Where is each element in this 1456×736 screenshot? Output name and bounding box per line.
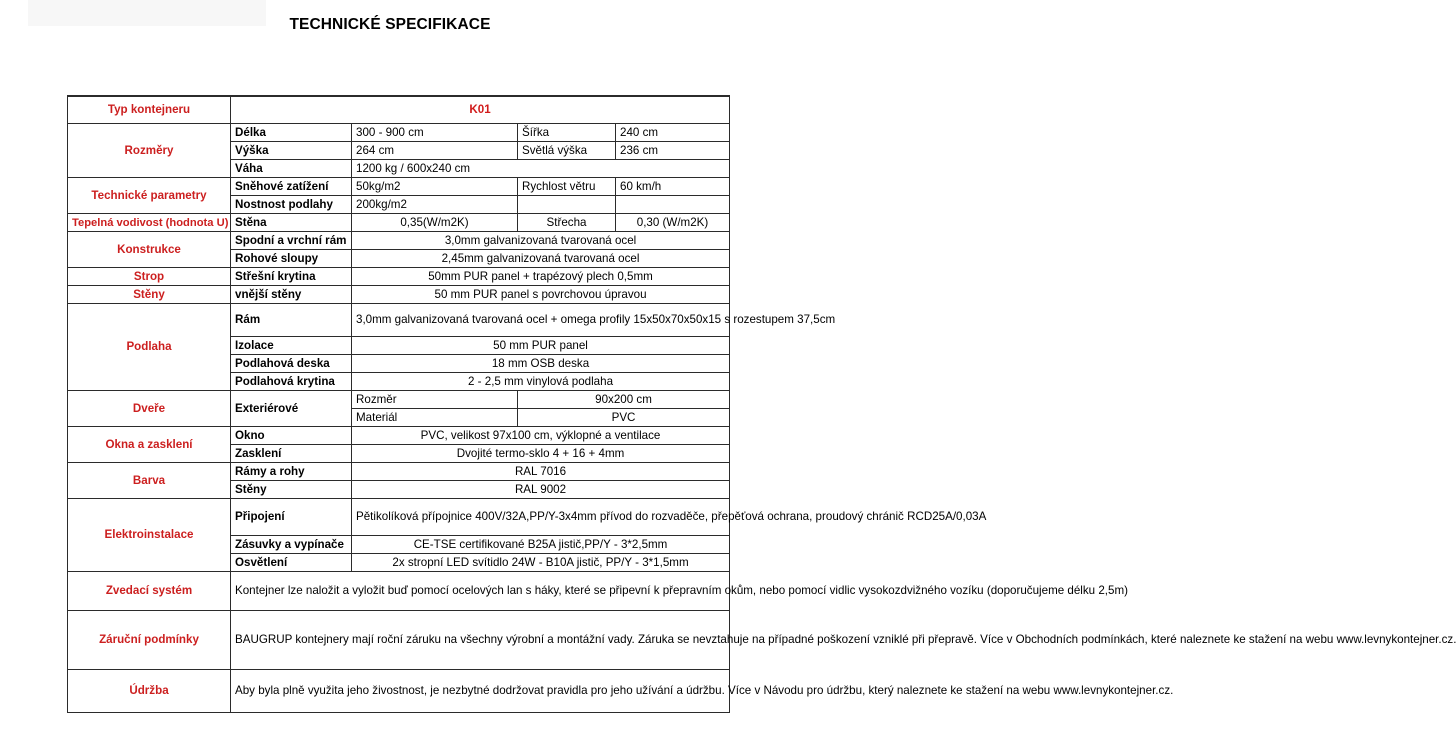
row-value: CE-TSE certifikované B25A jistič,PP/Y - 3*2,5mm	[352, 536, 730, 554]
row-value: 18 mm OSB deska	[352, 355, 730, 373]
row-value: 2,45mm galvanizovaná tvarovaná ocel	[352, 250, 730, 268]
row-label: Okno	[231, 427, 352, 445]
category-okna: Okna a zasklení	[68, 427, 231, 463]
table-row	[68, 463, 730, 481]
row-label: Rohové sloupy	[231, 250, 352, 268]
row-label: Váha	[231, 160, 352, 178]
row-value: 240 cm	[616, 124, 730, 142]
row-label: Výška	[231, 142, 352, 160]
category-zvedaci: Zvedací systém	[68, 572, 231, 611]
row-value: 264 cm	[352, 142, 518, 160]
table-row	[68, 232, 730, 250]
row-value: 300 - 900 cm	[352, 124, 518, 142]
row-value: 50mm PUR panel + trapézový plech 0,5mm	[352, 268, 730, 286]
row-value: BAUGRUP kontejnery mají roční záruku na všechny výrobní a montážní vady. Záruka se nevztahuje na případné poškození vzniklé při přepravě. Více v Obchodních podmínkách, které naleznete ke stažení na webu www.levnykontejner.cz.	[231, 611, 730, 670]
row-label: Rozměr	[352, 391, 518, 409]
row-value: 3,0mm galvanizovaná tvarovaná ocel	[352, 232, 730, 250]
row-label: Rychlost větru	[518, 178, 616, 196]
category-dvere: Dveře	[68, 391, 231, 427]
row-value: PVC	[518, 409, 730, 427]
row-label: Zasklení	[231, 445, 352, 463]
category-elektro: Elektroinstalace	[68, 499, 231, 572]
row-value: 3,0mm galvanizovaná tvarovaná ocel + omega profily 15x50x70x50x15 s rozestupem 37,5cm	[352, 304, 730, 337]
table-row	[68, 286, 730, 304]
category-rozmery: Rozměry	[68, 124, 231, 178]
row-label: Stěna	[231, 214, 352, 232]
table-row	[68, 670, 730, 713]
row-value: 50 mm PUR panel s povrchovou úpravou	[352, 286, 730, 304]
row-value: Pětikolíková přípojnice 400V/32A,PP/Y-3x4mm přívod do rozvaděče, přepěťová ochrana, proudový chránič RCD25A/0,03A	[352, 499, 730, 536]
row-label: Střecha	[518, 214, 616, 232]
category-steny: Stěny	[68, 286, 231, 304]
row-value: Dvojité termo-sklo 4 + 16 + 4mm	[352, 445, 730, 463]
empty-cell	[518, 196, 616, 214]
row-value: 50kg/m2	[352, 178, 518, 196]
row-value: 60 km/h	[616, 178, 730, 196]
row-label: Rám	[231, 304, 352, 337]
row-label: Stěny	[231, 481, 352, 499]
row-value: 1200 kg / 600x240 cm	[352, 160, 730, 178]
table-row	[68, 572, 730, 611]
row-label: Zásuvky a vypínače	[231, 536, 352, 554]
category-technicke: Technické parametry	[68, 178, 231, 214]
row-label: vnější stěny	[231, 286, 352, 304]
row-label: Exteriérové	[231, 391, 352, 427]
row-value: PVC, velikost 97x100 cm, výklopné a ventilace	[352, 427, 730, 445]
row-value: 2x stropní LED svítidlo 24W - B10A jistič, PP/Y - 3*1,5mm	[352, 554, 730, 572]
row-value: 0,30 (W/m2K)	[616, 214, 730, 232]
row-label: Střešní krytina	[231, 268, 352, 286]
row-label: Spodní a vrchní rám	[231, 232, 352, 250]
row-value: RAL 7016	[352, 463, 730, 481]
table-row	[68, 304, 730, 337]
table-row	[68, 214, 730, 232]
table-row	[68, 499, 730, 536]
table-row-type	[68, 96, 730, 124]
row-value: 2 - 2,5 mm vinylová podlaha	[352, 373, 730, 391]
category-udrzba: Údržba	[68, 670, 231, 713]
row-value: RAL 9002	[352, 481, 730, 499]
category-tepelna: Tepelná vodivost (hodnota U)	[68, 214, 231, 232]
table-row	[68, 427, 730, 445]
row-value: Aby byla plně využita jeho živostnost, je nezbytné dodržovat pravidla pro jeho užívání a údržbu. Více v Návodu pro údržbu, který naleznete ke stažení na webu www.levnykontejner.cz.	[231, 670, 730, 713]
row-value: 90x200 cm	[518, 391, 730, 409]
table-row	[68, 611, 730, 670]
row-label: Materiál	[352, 409, 518, 427]
category-podlaha: Podlaha	[68, 304, 231, 391]
row-value: Kontejner lze naložit a vyložit buď pomocí ocelových lan s háky, které se připevní k přepravním okům, nebo pomocí vidlic vysokozdvižného vozíku (doporučujeme délku 2,5m)	[231, 572, 730, 611]
spec-table	[67, 95, 1456, 713]
page-title: TECHNICKÉ SPECIFIKACE	[289, 16, 491, 33]
row-label: Šířka	[518, 124, 616, 142]
row-value: 50 mm PUR panel	[352, 337, 730, 355]
row-value: 200kg/m2	[352, 196, 518, 214]
row-label: Světlá výška	[518, 142, 616, 160]
table-row	[68, 178, 730, 196]
category-barva: Barva	[68, 463, 231, 499]
category-konstrukce: Konstrukce	[68, 232, 231, 268]
row-label: Osvětlení	[231, 554, 352, 572]
row-label: Podlahová deska	[231, 355, 352, 373]
table-row	[68, 391, 730, 409]
category-strop: Strop	[68, 268, 231, 286]
table-row	[68, 268, 730, 286]
category-zarucni: Záruční podmínky	[68, 611, 231, 670]
empty-cell	[616, 196, 730, 214]
type-label: Typ kontejneru	[68, 96, 231, 124]
row-value: 0,35(W/m2K)	[352, 214, 518, 232]
row-label: Připojení	[231, 499, 352, 536]
row-label: Izolace	[231, 337, 352, 355]
row-label: Délka	[231, 124, 352, 142]
type-value: K01	[231, 96, 730, 124]
row-label: Podlahová krytina	[231, 373, 352, 391]
row-label: Nostnost podlahy	[231, 196, 352, 214]
row-label: Rámy a rohy	[231, 463, 352, 481]
row-label: Sněhové zatížení	[231, 178, 352, 196]
row-value: 236 cm	[616, 142, 730, 160]
table-row	[68, 124, 730, 142]
